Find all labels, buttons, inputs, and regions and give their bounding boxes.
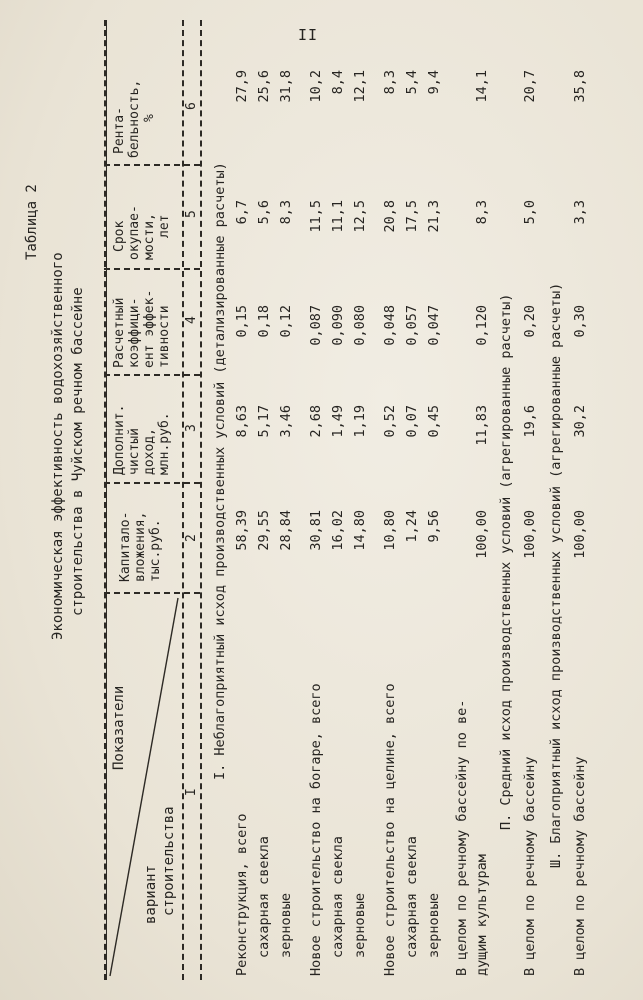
cell-profitability: 12,1 (352, 70, 368, 103)
col-divider-2 (104, 482, 200, 484)
cell-income: 2,68 (308, 405, 324, 438)
header-col2-line2: вложения, (133, 511, 148, 582)
cell-profitability: 27,9 (234, 70, 250, 103)
cell-capital: 100,00 (474, 510, 490, 559)
cell-capital: 14,80 (352, 510, 368, 551)
rotated-table-frame (24, 20, 614, 980)
cell-payback: 11,1 (330, 200, 346, 233)
cell-payback: 20,8 (382, 200, 398, 233)
cell-payback: 8,3 (278, 200, 294, 225)
cell-payback: 3,3 (572, 200, 588, 225)
page-number: II (298, 26, 319, 44)
header-col4-line2: коэффици- (127, 297, 142, 368)
row-label: сахарная свекла (330, 836, 346, 958)
header-col3-line2: чистый (127, 428, 142, 475)
table-caption-line2: строительства в Чуйском речном бассейне (70, 287, 86, 616)
cell-payback: 6,7 (234, 200, 250, 225)
header-col5-line3: мости, (142, 213, 157, 260)
header-col2-line3: тыс.руб. (148, 519, 163, 582)
header-col3-number: 3 (184, 424, 199, 432)
header-col2-line1: Капитало- (118, 511, 133, 582)
cell-coefficient: 0,080 (352, 305, 368, 346)
row-label: сахарная свекла (404, 836, 420, 958)
cell-profitability: 14,1 (474, 70, 490, 103)
col-divider-5 (104, 164, 200, 166)
cell-income: 8,63 (234, 405, 250, 438)
cell-capital: 58,39 (234, 510, 250, 551)
cell-income: 3,46 (278, 405, 294, 438)
header-col2-number: 2 (184, 534, 199, 542)
table-caption-line1: Экономическая эффективность водохозяйственного (50, 252, 66, 640)
header-col4-line1: Расчетный (112, 297, 127, 368)
cell-coefficient: 0,20 (522, 305, 538, 338)
table-label: Таблица 2 (24, 184, 40, 260)
header-variant-line2: строительства (161, 806, 177, 916)
header-col3-line4: млн.руб. (157, 412, 172, 475)
row-label: зерновые (426, 892, 442, 958)
cell-income: 1,49 (330, 405, 346, 438)
cell-profitability: 25,6 (256, 70, 272, 103)
cell-payback: 11,5 (308, 200, 324, 233)
cell-capital: 28,84 (278, 510, 294, 551)
header-indicators: Показатели (111, 685, 127, 770)
col-divider-3 (104, 374, 200, 376)
row-label: зерновые (352, 892, 368, 958)
cell-capital: 16,02 (330, 510, 346, 551)
cell-coefficient: 0,15 (234, 305, 250, 338)
cell-capital: 100,00 (572, 510, 588, 559)
header-col1-number: I (184, 788, 199, 796)
header-col3-line1: Дополнит. (112, 404, 127, 475)
cell-coefficient: 0,120 (474, 305, 490, 346)
cell-profitability: 35,8 (572, 70, 588, 103)
header-col3-line3: доход, (142, 428, 157, 475)
cell-capital: 30,81 (308, 510, 324, 551)
row-label-line2: дущим культурам (474, 854, 490, 976)
cell-payback: 17,5 (404, 200, 420, 233)
cell-income: 30,2 (572, 405, 588, 438)
cell-payback: 5,6 (256, 200, 272, 225)
cell-income: 1,19 (352, 405, 368, 438)
header-col4-line4: тивности (157, 305, 172, 368)
section-title: Ш. Благоприятный исход производственных условий (агрегированные расчеты) (548, 282, 564, 868)
cell-capital: 9,56 (426, 510, 442, 543)
cell-coefficient: 0,057 (404, 305, 420, 346)
cell-profitability: 20,7 (522, 70, 538, 103)
header-col6-line3: % (142, 114, 157, 122)
cell-payback: 8,3 (474, 200, 490, 225)
cell-profitability: 10,2 (308, 70, 324, 103)
cell-income: 5,17 (256, 405, 272, 438)
cell-income: 19,6 (522, 405, 538, 438)
cell-coefficient: 0,12 (278, 305, 294, 338)
section-title: П. Средний исход производственных условий (агрегированные расчеты) (498, 293, 514, 830)
header-col6-line1: Рента- (112, 107, 127, 154)
cell-coefficient: 0,048 (382, 305, 398, 346)
cell-profitability: 8,3 (382, 70, 398, 95)
section-title: I. Неблагоприятный исход производственных условий (детализированные расчеты) (212, 162, 228, 780)
row-label-line1: В целом по речному бассейну по ве- (454, 699, 470, 976)
row-label: зерновые (278, 892, 294, 958)
cell-profitability: 9,4 (426, 70, 442, 95)
cell-coefficient: 0,047 (426, 305, 442, 346)
header-col6-line2: бельность, (127, 79, 142, 158)
cell-payback: 12,5 (352, 200, 368, 233)
header-col5-line4: лет (157, 214, 172, 238)
cell-profitability: 8,4 (330, 70, 346, 95)
column-number-rule (200, 20, 202, 980)
cell-income: 0,07 (404, 405, 420, 438)
col-divider-4 (104, 268, 200, 270)
cell-capital: 1,24 (404, 510, 420, 543)
row-label: Новое строительство на целине, всего (382, 683, 398, 976)
row-label: В целом по речному бассейну (522, 756, 538, 976)
cell-coefficient: 0,18 (256, 305, 272, 338)
cell-income: 0,52 (382, 405, 398, 438)
header-col5-line1: Срок (112, 220, 127, 252)
row-label: Новое строительство на богаре, всего (308, 683, 324, 976)
cell-profitability: 5,4 (404, 70, 420, 95)
header-col4-line3: ент эффек- (142, 289, 157, 368)
header-variant-line1: вариант (143, 864, 159, 924)
header-col6-number: 6 (184, 102, 199, 110)
cell-coefficient: 0,087 (308, 305, 324, 346)
cell-payback: 21,3 (426, 200, 442, 233)
header-col5-line2: окупае- (127, 205, 142, 260)
cell-payback: 5,0 (522, 200, 538, 225)
row-label: сахарная свекла (256, 836, 272, 958)
row-label: Реконструкция, всего (234, 813, 250, 976)
cell-capital: 100,00 (522, 510, 538, 559)
header-col4-number: 4 (184, 316, 199, 324)
cell-profitability: 31,8 (278, 70, 294, 103)
cell-capital: 29,55 (256, 510, 272, 551)
row-label: В целом по речному бассейну (572, 756, 588, 976)
cell-income: 0,45 (426, 405, 442, 438)
cell-income: 11,83 (474, 405, 490, 446)
cell-capital: 10,80 (382, 510, 398, 551)
cell-coefficient: 0,30 (572, 305, 588, 338)
header-col5-number: 5 (184, 210, 199, 218)
cell-coefficient: 0,090 (330, 305, 346, 346)
